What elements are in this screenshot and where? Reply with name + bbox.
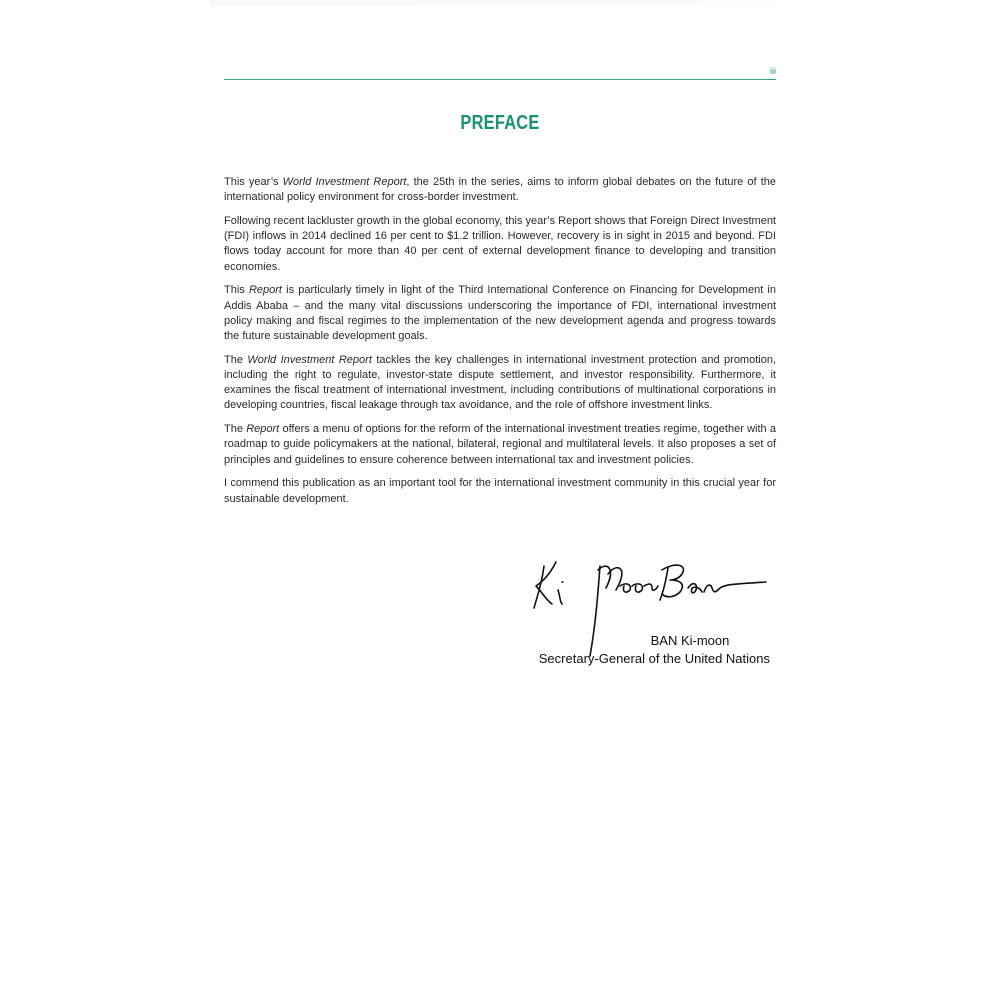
paragraph: I commend this publication as an important tool for the international investment community in this crucial year for sustainable development. xyxy=(224,477,776,505)
bleed-through-text xyxy=(210,0,770,6)
paragraph: Following recent lackluster growth in the global economy, this year’s Report shows that Foreign Direct Investment (FDI) inflows in 2014 declined 16 per cent to $1.2 trillion. However, recovery is in sight in 2015 and beyond. FDI flows today account for more than 40 per cent of external development finance to developing and transition economies. xyxy=(224,215,776,273)
preface-body xyxy=(224,175,776,515)
page-number: iii xyxy=(770,66,776,76)
paragraph: The World Investment Report tackles the key challenges in international investment protection and promotion, including the right to regulate, investor-state dispute settlement, and investor responsibility. Furthermore, it examines the fiscal treatment of international investment, including contributions of multinational corporations in developing countries, fiscal leakage through tax avoidance, and the role of offshore investment links. xyxy=(224,353,777,412)
paragraph: This year’s World Investment Report, the 25th in the series, aims to inform global debates on the future of the international policy environment for cross-border investment. xyxy=(224,176,777,204)
signatory-title: Secretary-General of the United Nations xyxy=(538,651,770,666)
paragraph: This Report is particularly timely in light of the Third International Conference on Financing for Development in Addis Ababa – and the many vital discussions underscoring the importance of FDI, international investment policy making and fiscal regimes to the implementation of the new development agenda and progress towards the future sustainable development goals. xyxy=(224,284,776,343)
page-title: PREFACE xyxy=(460,112,540,134)
header-rule xyxy=(224,79,776,80)
signature-handwriting-text: Ki Moon Ban xyxy=(522,552,528,553)
signatory-block xyxy=(480,632,770,668)
signatory-name: BAN Ki-moon xyxy=(650,633,730,648)
paragraph: The Report offers a menu of options for the reform of the international investment treaties regime, together with a roadmap to guide policymakers at the national, bilateral, regional and multilateral levels. It also proposes a set of principles and guidelines to ensure coherence between international tax and investment policies. xyxy=(224,423,776,466)
